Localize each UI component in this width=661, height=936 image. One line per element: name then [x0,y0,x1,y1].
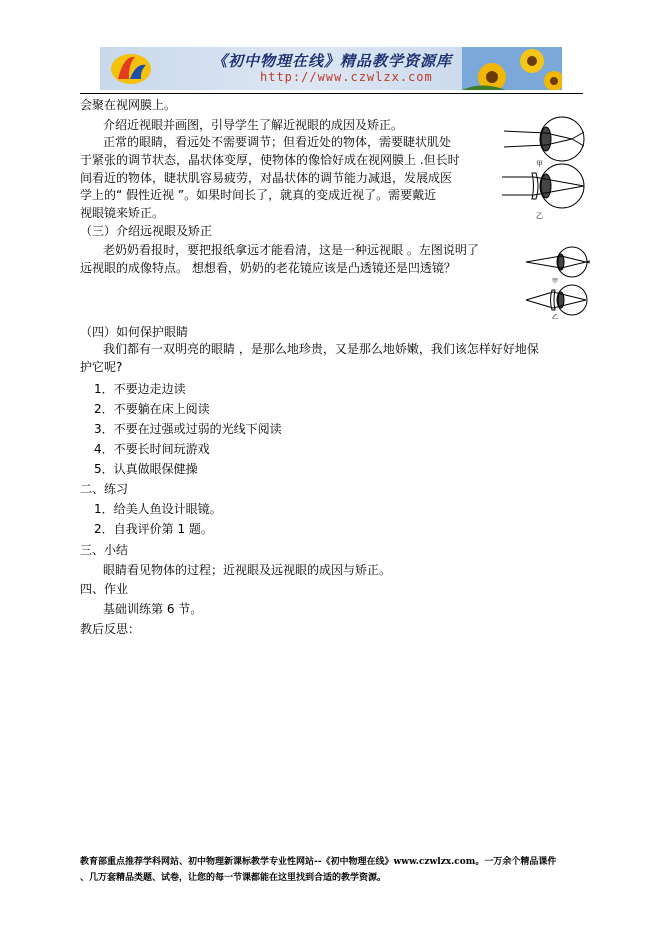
list-item: 3．不要在过强或过弱的光线下阅读 [94,422,282,436]
text-line: 护它呢? [80,360,123,374]
text-line: 老奶奶看报时，要把报纸拿远才能看清，这是一种远视眼 。左图说明了 [103,243,479,257]
list-item: 1．给美人鱼设计眼镜。 [94,502,222,516]
list-item: 2．不要躺在床上阅读 [94,402,210,416]
text-line: 间看近的物体，睫状肌容易疲劳，对晶状体的调节能力减退，发展成医 [80,171,453,185]
figure-label: 乙 [552,314,559,320]
list-item: 4．不要长时间玩游戏 [94,442,210,456]
header-banner [100,47,562,90]
section-heading: 二、练习 [80,482,129,496]
text-line: 视眼镜来矫正。 [80,206,165,220]
text-line: 眼睛看见物体的过程；近视眼及远视眼的成因与矫正。 [103,563,392,577]
figure-label: 甲 [536,160,543,168]
section-heading: （四）如何保护眼睛 [80,325,189,339]
figure-label: 甲 [552,278,559,285]
sunflower-image-icon [462,47,562,90]
list-item: 5．认真做眼保健操 [94,462,198,476]
text-line: 介绍近视眼并画图，引导学生了解近视眼的成因及矫正。 [103,118,404,132]
text-line: 教后反思： [80,622,141,636]
text-line: 学上的“ 假性近视 ”。如果时间长了，就真的变成近视了。需要戴近 [80,188,437,202]
text-line: 远视眼的成像特点。 想想看，奶奶的老花镜应该是凸透镜还是凹透镜？ [80,261,456,275]
section-heading: （三）介绍远视眼及矫正 [80,224,213,238]
list-item: 1．不要边走边读 [94,382,186,396]
list-item: 2．自我评价第 1 题。 [94,522,213,536]
text-line: 于紧张的调节状态，晶状体变厚，使物体的像恰好成在视网膜上 .但长时 [80,153,460,167]
text-line: 我们都有一双明亮的眼睛 ，是那么地珍贵，又是那么地娇嫩，我们该怎样好好地保 [103,342,539,356]
section-heading: 三、小结 [80,543,129,557]
header-rule [80,93,583,94]
text-line: 会聚在视网膜上。 [80,98,177,112]
banner-url: http://www.czwlzx.com [260,70,433,84]
text-line: 正常的眼睛，看远处不需要调节；但看近处的物体，需要睫状肌处 [103,135,452,149]
banner-title: 《初中物理在线》精品教学资源库 [212,52,453,70]
footer-line: 教育部重点推荐学科网站、初中物理新课标教学专业性网站--《初中物理在线》www.czwlzx.com。一万余个精品课件 [80,857,557,867]
text-line: 基础训练第 6 节。 [103,602,203,616]
section-heading: 四、作业 [80,582,129,596]
myopia-eye-diagram [500,113,600,223]
site-logo-icon [108,49,154,87]
footer-line: 、几万套精品类题、试卷，让您的每一节课都能在这里找到合适的教学资源。 [80,873,387,883]
figure-label: 乙 [536,212,543,220]
hyperopia-eye-diagram [524,244,596,320]
